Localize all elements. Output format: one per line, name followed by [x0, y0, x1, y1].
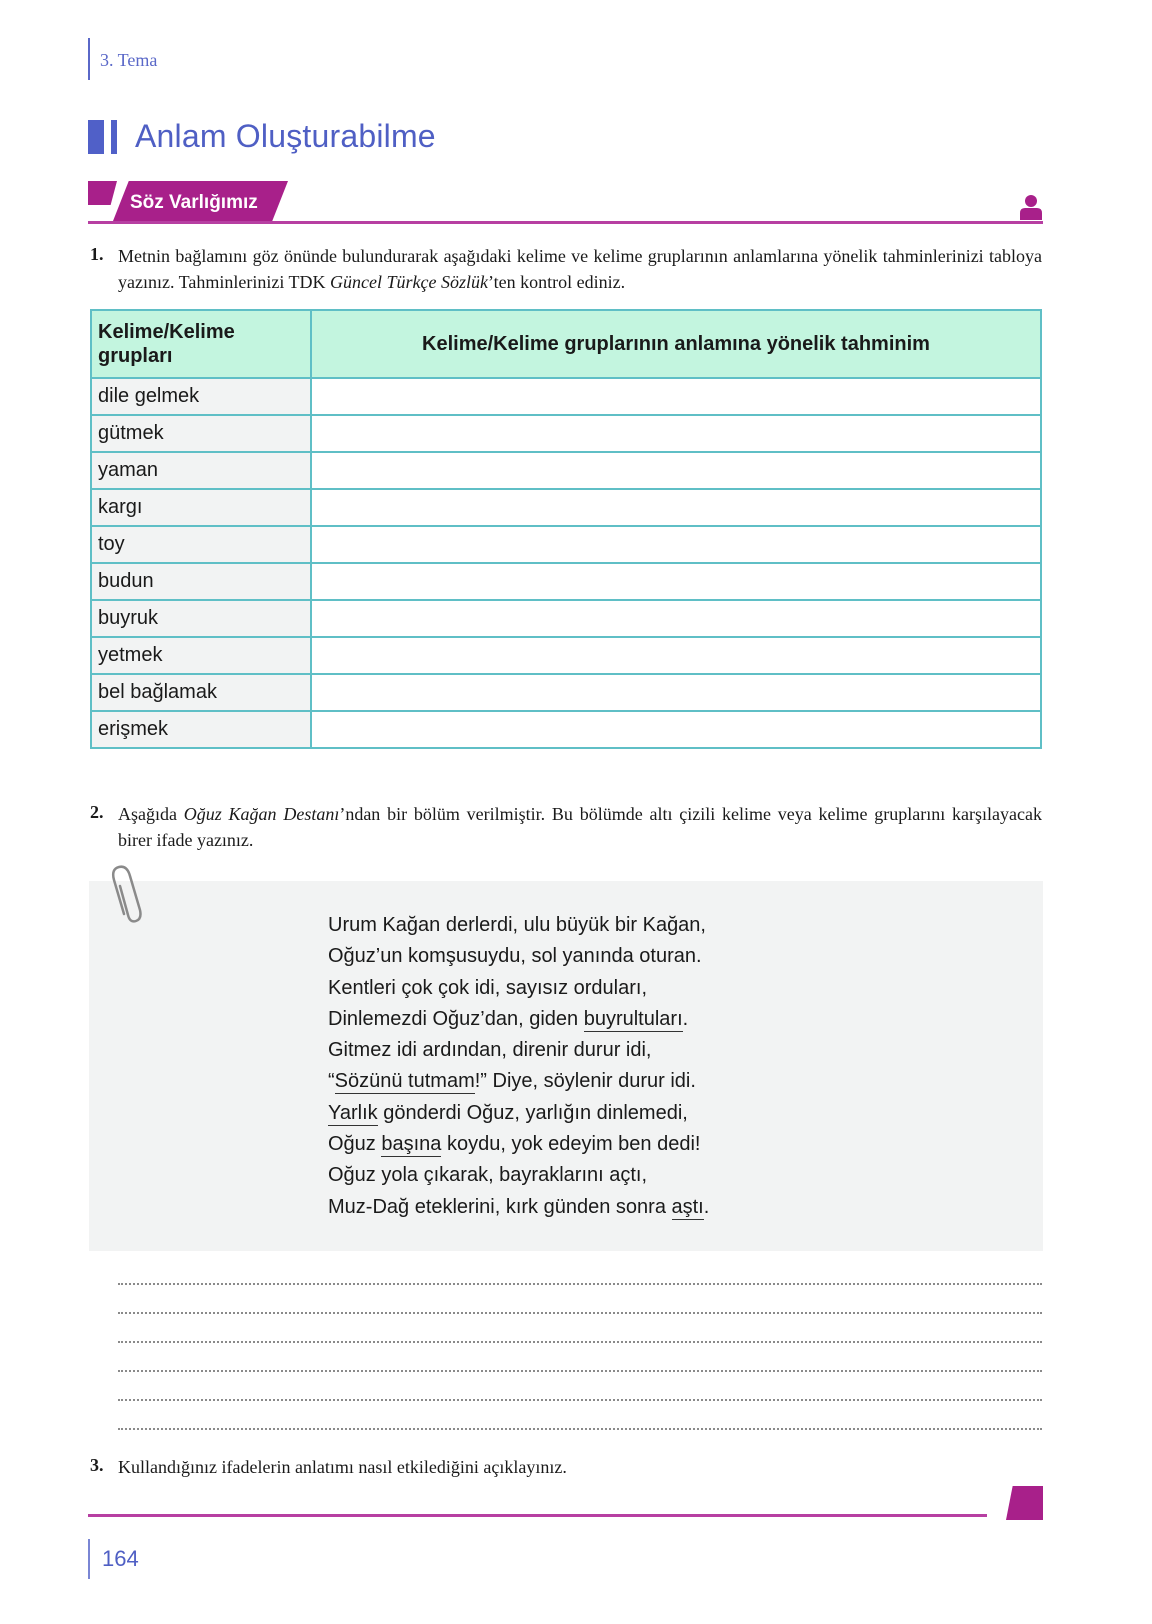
poem-line — [328, 973, 709, 1004]
guess-cell[interactable] — [311, 563, 1041, 600]
word-cell: yaman — [91, 452, 311, 489]
poem-text-part: gönderdi Oğuz, yarlığın dinlemedi, — [377, 1101, 688, 1124]
table-header-row — [91, 310, 1041, 378]
poem-text-part: Oğuz yola çıkarak, bayraklarını açtı, — [328, 1164, 648, 1187]
section-label: Söz Varlığımız — [130, 192, 258, 213]
poem-line — [328, 1098, 709, 1129]
page-number-divider — [88, 1539, 90, 1579]
poem-line — [328, 1066, 709, 1097]
epic-title: Oğuz Kağan Destanı — [183, 804, 340, 824]
poem-text-part: Oğuz’un komşusuydu, sol yanında oturan. — [328, 945, 702, 968]
poem-text — [328, 910, 709, 1223]
poem-line — [328, 1160, 709, 1191]
poem-text-part: Gitmez idi ardından, direnir durur idi, — [328, 1039, 652, 1062]
guess-cell[interactable] — [311, 711, 1041, 748]
table-row — [91, 600, 1041, 637]
table-row — [91, 637, 1041, 674]
poem-line — [328, 1035, 709, 1066]
table-row — [91, 563, 1041, 600]
table-row — [91, 378, 1041, 415]
poem-text-part: koydu, yok edeyim ben dedi! — [441, 1133, 701, 1156]
poem-line — [328, 1129, 709, 1160]
word-cell: toy — [91, 526, 311, 563]
question-2-text-part: ’ndan bir bölüm verilmiştir. Bu bölümde altı çizili kelime veya kelime gruplarını karşılayacak birer ifade yazınız. — [118, 804, 1042, 850]
question-2-number: 2. — [90, 802, 104, 822]
question-2-text — [118, 801, 1042, 853]
section-divider — [88, 221, 1043, 224]
poem-text-part: Urum Kağan derlerdi, ulu büyük bir Kağan, — [328, 914, 706, 936]
guess-cell[interactable] — [311, 378, 1041, 415]
poem-text-part: Dinlemezdi Oğuz’dan, giden — [328, 1007, 584, 1030]
poem-text-part: Kentleri çok çok idi, sayısız orduları, — [328, 976, 648, 999]
table-row — [91, 674, 1041, 711]
word-cell: budun — [91, 563, 311, 600]
word-cell: erişmek — [91, 711, 311, 748]
paperclip-icon — [110, 864, 144, 924]
answer-line[interactable] — [118, 1370, 1042, 1372]
table-row — [91, 452, 1041, 489]
question-3-number: 3. — [90, 1455, 104, 1475]
word-cell: buyruk — [91, 600, 311, 637]
guess-cell[interactable] — [311, 415, 1041, 452]
footer-tab-decoration — [1006, 1486, 1043, 1520]
poem-line — [328, 1004, 709, 1035]
underlined-word: Sözünü tutmam — [334, 1070, 475, 1093]
word-cell: yetmek — [91, 637, 311, 674]
answer-line[interactable] — [118, 1399, 1042, 1401]
person-icon — [1019, 194, 1043, 220]
title-marker-icon — [111, 120, 117, 154]
question-1-text — [118, 243, 1042, 295]
word-guess-table — [90, 309, 1042, 749]
table-row — [91, 526, 1041, 563]
title-marker-icon — [88, 120, 104, 154]
theme-label: 3. Tema — [100, 50, 158, 70]
column-header-words: Kelime/Kelime grupları — [91, 310, 311, 378]
table-row — [91, 711, 1041, 748]
question-1-text-part: Metnin bağlamını göz önünde bulundurarak aşağıdaki kelime ve kelime gruplarının anlamlarına yönelik tahminlerinizi tabloya yazınız. Tahminlerinizi TDK — [118, 246, 1042, 292]
answer-line[interactable] — [118, 1283, 1042, 1285]
dictionary-title: Güncel Türkçe Sözlük — [330, 272, 488, 292]
guess-cell[interactable] — [311, 637, 1041, 674]
underlined-word: buyrultuları — [583, 1007, 683, 1030]
column-header-guess: Kelime/Kelime gruplarının anlamına yönelik tahminim — [311, 310, 1041, 378]
answer-line[interactable] — [118, 1341, 1042, 1343]
page-number: 164 — [102, 1546, 139, 1571]
word-cell: bel bağlamak — [91, 674, 311, 711]
poem-line — [328, 1192, 709, 1223]
answer-line[interactable] — [118, 1428, 1042, 1430]
word-cell: gütmek — [91, 415, 311, 452]
poem-text-part: Muz-Dağ eteklerini, kırk günden sonra — [328, 1195, 672, 1218]
underlined-word: başına — [381, 1133, 442, 1156]
section-tab-decoration — [88, 181, 117, 205]
answer-line[interactable] — [118, 1312, 1042, 1314]
question-1-text-part: ’ten kontrol ediniz. — [488, 272, 626, 292]
underlined-word: Yarlık — [328, 1101, 378, 1124]
question-3-text: Kullandığınız ifadelerin anlatımı nasıl etkilediğini açıklayınız. — [118, 1457, 567, 1477]
guess-cell[interactable] — [311, 452, 1041, 489]
table-row — [91, 489, 1041, 526]
word-cell: dile gelmek — [91, 378, 311, 415]
guess-cell[interactable] — [311, 526, 1041, 563]
poem-line — [328, 941, 709, 972]
poem-text-part: !” Diye, söylenir durur idi. — [474, 1070, 696, 1093]
question-1-number: 1. — [90, 244, 104, 264]
guess-cell[interactable] — [311, 600, 1041, 637]
poem-text-part: “ — [328, 1070, 335, 1093]
page-title: Anlam Oluşturabilme — [135, 118, 436, 154]
poem-line — [328, 910, 709, 941]
poem-text-part: . — [703, 1195, 710, 1218]
question-2-text-part: Aşağıda — [118, 804, 184, 824]
theme-divider — [88, 38, 90, 80]
guess-cell[interactable] — [311, 489, 1041, 526]
word-cell: kargı — [91, 489, 311, 526]
footer-divider — [88, 1514, 987, 1517]
guess-cell[interactable] — [311, 674, 1041, 711]
poem-text-part: Oğuz — [328, 1133, 382, 1156]
table-row — [91, 415, 1041, 452]
poem-text-part: . — [682, 1007, 689, 1030]
underlined-word: aştı — [671, 1195, 704, 1218]
